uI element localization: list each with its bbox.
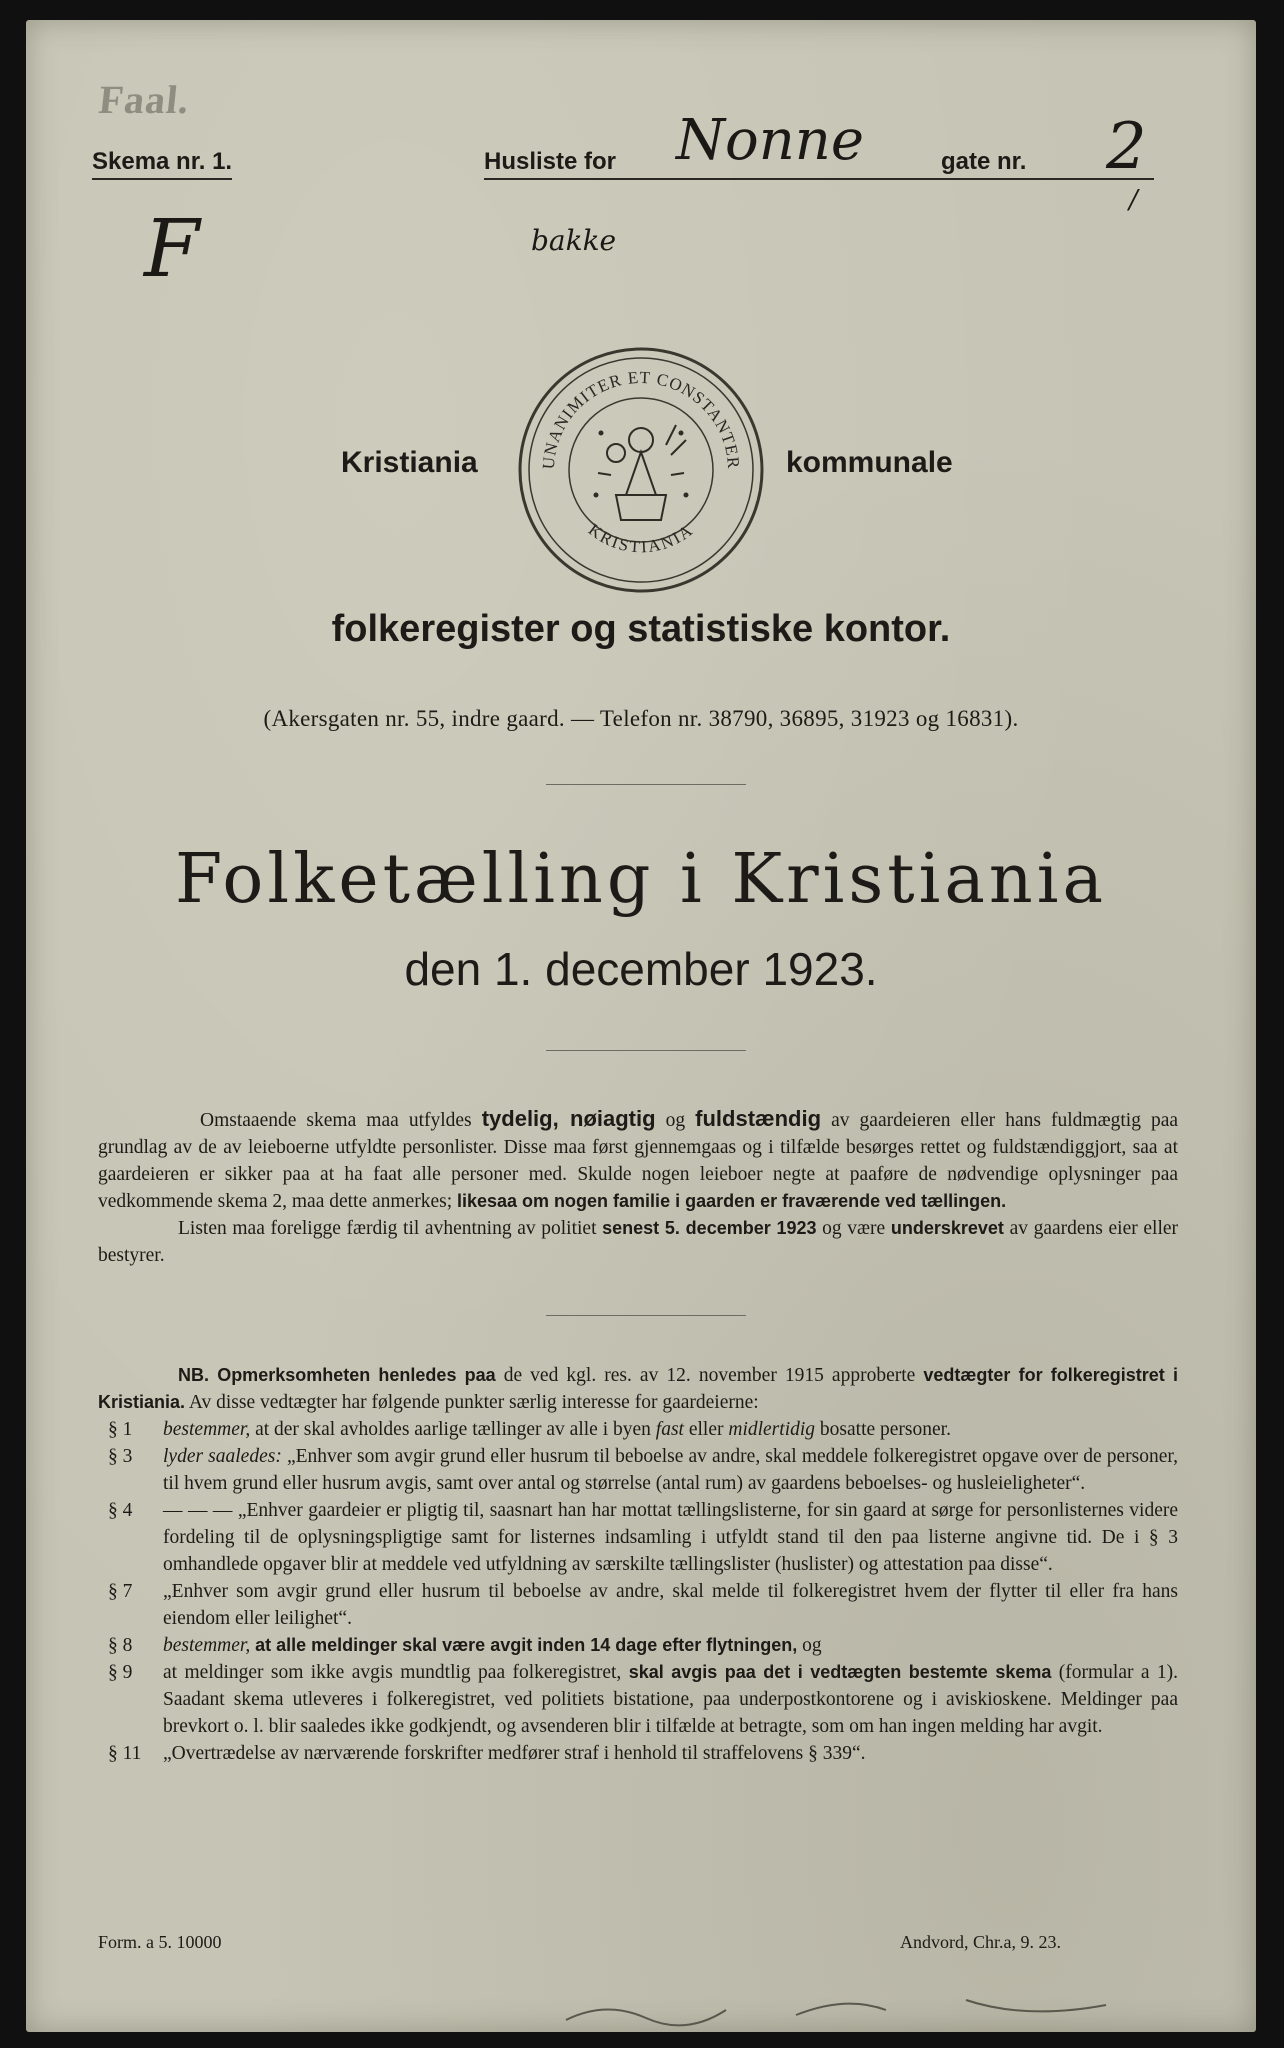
section-1-c: fast (655, 1419, 684, 1440)
section-9-c: (formular a 1). Saadant skema utleveres i folkeregistret, ved politiets bistatione, paa underpostkontorene og i aviskioskene. Meldinger paa brevkort o. l. blir saaledes ikke godkjendt, og avsenderen blir i tilfælde at betragte, som om han ingen melding har avgit. (163, 1662, 1178, 1737)
section-3-number: § 3 (108, 1446, 133, 1467)
section-9-b: skal avgis paa det i vedtægten bestemte skema (628, 1662, 1052, 1682)
instr-emph-f: likesaa om nogen familie i gaarden er fraværende ved tællingen. (457, 1191, 1007, 1211)
section-7 (98, 1578, 1178, 1632)
gate-number-handwritten: 2 (1106, 110, 1147, 184)
husliste-underline (484, 178, 1154, 180)
skema-label: Skema nr. 1. (92, 148, 232, 180)
seal-bottom-text: KRISTIANIA (584, 519, 698, 557)
instr-text-e: av gaardeieren eller hans fuldmægtig paa grundlag av de av leieboerne utfyldte personlister. Disse maa først gjennemgaas og i tilfælde besørges rettet og fuldstændiggjort, saa at gaardeieren er sikker paa at ha faat alle personer med. Skulde nogen leieboer negte at paaføre de nødvendige oplysninger paa vedkommende skema 2, maa dette anmerkes; (98, 1110, 1179, 1212)
nb-lead-d: Av disse vedtægter har følgende punkter særlig interesse for gaardeierne: (188, 1392, 759, 1413)
section-9-a: at meldinger som ikke avgis mundtlig paa folkeregistret, (163, 1662, 622, 1683)
section-4-text: — — — „Enhver gaardeier er pligtig til, saasnart han har mottat tællingslisterne, for sin gaard at sørge for personlisternes videre fordeling til de oplysningspligtige samt for listernes indsamling i utfyldt stand til den paa listerne angivne tid. De i § 3 omhandlede opgaver blir at meddele ved utfyldning av særskilte tællingslister (huslister) og attestation paa disse“. (163, 1500, 1178, 1575)
section-8 (98, 1632, 1178, 1659)
seal-top-text: UNANIMITER ET CONSTANTER (538, 367, 744, 470)
section-8-number: § 8 (108, 1635, 133, 1656)
section-11 (98, 1740, 1178, 1767)
divider-3 (546, 1315, 746, 1316)
section-4-number: § 4 (108, 1500, 133, 1521)
office-name: folkeregister og statistiske kontor. (331, 608, 951, 650)
section-3-a: lyder saaledes: (163, 1446, 282, 1467)
section-9-number: § 9 (108, 1662, 133, 1683)
section-3 (98, 1443, 1178, 1497)
census-form-sheet (26, 20, 1256, 2032)
gate-nr-label: gate nr. (941, 148, 1027, 175)
faal-stamp: Faal. (96, 77, 192, 122)
nb-lead-c: vedtægter for folkeregistret i Kristiania. (98, 1365, 1178, 1412)
instructions-paragraph-1 (98, 1105, 1178, 1215)
section-8-b: at alle meldinger skal være avgit inden 14 dage efter flytningen, (255, 1635, 798, 1655)
office-address: (Akersgaten nr. 55, indre gaard. — Telefon nr. 38790, 36895, 31923 og 16831). (263, 706, 1019, 731)
divider-1 (546, 784, 746, 785)
nb-lead (98, 1362, 1178, 1416)
section-1 (98, 1416, 1178, 1443)
husliste-label: Husliste for (484, 148, 617, 175)
section-9 (98, 1659, 1178, 1740)
handwritten-sub-word: bakke (531, 224, 617, 257)
handwritten-initial: F (144, 202, 200, 295)
paper-tear-marks (546, 1980, 1146, 2030)
section-1-d: eller (688, 1419, 724, 1440)
nb-lead-b: de ved kgl. res. av 12. november 1915 approberte (503, 1365, 916, 1386)
street-name-handwritten: Nonne (676, 108, 864, 173)
instr-emph-b: tydelig, nøiagtig (481, 1106, 656, 1131)
section-1-b: at der skal avholdes aarlige tællinger av alle i byen (255, 1419, 651, 1440)
office-right-word: kommunale (786, 446, 953, 479)
section-8-a: bestemmer, (163, 1635, 251, 1656)
handwritten-tick: / (1129, 185, 1138, 215)
svg-text:KRISTIANIA (585, 520, 697, 557)
section-11-text: „Overtrædelse av nærværende forskrifter medfører straf i henhold til straffelovens § 339“. (163, 1743, 866, 1764)
instr2-text-c: og være (822, 1218, 886, 1239)
instr2-emph-b: senest 5. december 1923 (602, 1218, 817, 1238)
section-8-c: og (802, 1635, 822, 1656)
section-1-e: midlertidig (728, 1419, 816, 1440)
instr2-text-e: av gaardens eier eller bestyrer. (98, 1218, 1179, 1266)
instr2-emph-d: underskrevet (890, 1218, 1004, 1238)
instr-emph-d: fuldstændig (695, 1106, 822, 1131)
section-1-a: bestemmer, (163, 1419, 251, 1440)
divider-2 (546, 1050, 746, 1051)
seal-stars-icon (594, 431, 689, 498)
instructions-paragraph-2 (98, 1215, 1178, 1269)
city-seal-emblem (516, 345, 766, 595)
nb-lead-a: NB. Opmerksomheten henledes paa (178, 1365, 496, 1385)
section-4 (98, 1497, 1178, 1578)
instr-text-a: Omstaaende skema maa utfyldes (200, 1110, 472, 1131)
section-3-b: „Enhver som avgir grund eller husrum til beboelse av andre, skal meddele folkeregistret opgave over de personer, til hvem grund eller husrum avgis, samt over antal og størrelse (antal rum) av gaardens beboelses- og husleieligheter“. (163, 1446, 1178, 1494)
office-left-word: Kristiania (341, 446, 478, 479)
section-1-f: bosatte personer. (819, 1419, 951, 1440)
form-number: Form. a 5. 10000 (98, 1932, 222, 1952)
nb-block (98, 1362, 1178, 1767)
instr2-text-a: Listen maa foreligge færdig til avhentning av politiet (178, 1218, 597, 1239)
census-title: Folketælling i Kristiania (174, 840, 1108, 919)
section-7-number: § 7 (108, 1581, 133, 1602)
section-11-number: § 11 (108, 1743, 142, 1764)
instructions-block (98, 1105, 1178, 1269)
census-date: den 1. december 1923. (404, 943, 878, 995)
section-7-text: „Enhver som avgir grund eller husrum til beboelse av andre, skal melde til folkeregistret hvem der flytter til eller fra hans eiendom eller leilighet“. (163, 1581, 1178, 1629)
section-1-number: § 1 (108, 1419, 133, 1440)
instr-text-c: og (665, 1110, 686, 1131)
seal-figure-icon (598, 425, 686, 520)
printer-imprint: Andvord, Chr.a, 9. 23. (900, 1932, 1061, 1952)
